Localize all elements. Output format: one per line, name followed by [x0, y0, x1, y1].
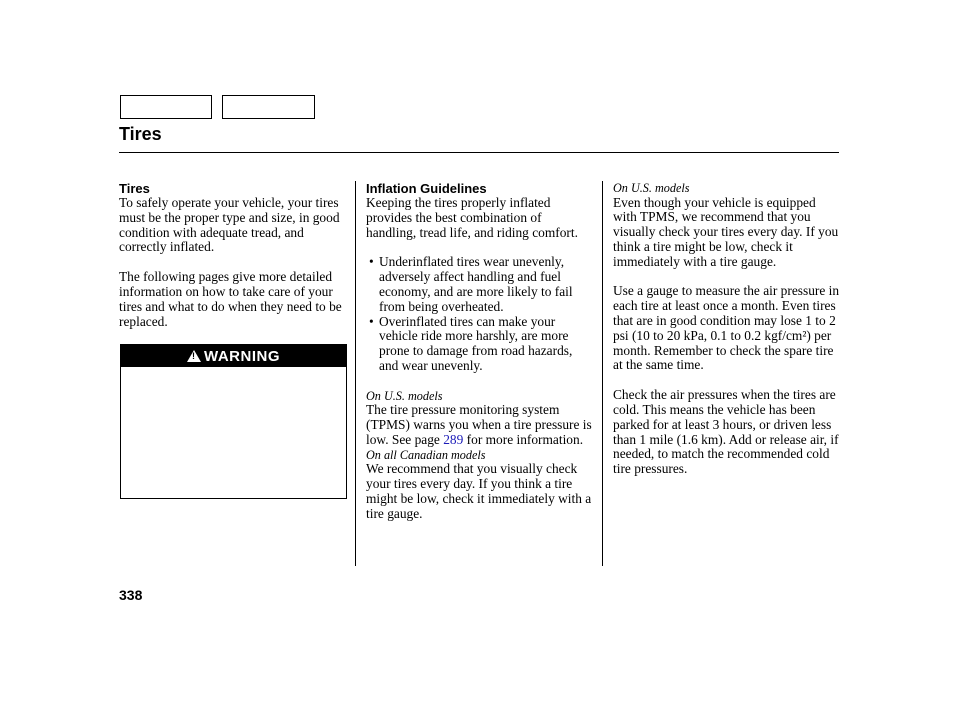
list-item: • Underinflated tires wear unevenly, adversely affect handling and fuel economy, and are more likely to fail from being overheated.	[366, 255, 594, 314]
canadian-models-note: On all Canadian models	[366, 447, 486, 462]
warning-triangle-icon	[187, 350, 201, 362]
us-models-note: On U.S. models	[366, 388, 443, 403]
tpms-paragraph	[366, 403, 594, 447]
column-divider-1	[355, 181, 356, 566]
column-3	[613, 181, 841, 477]
nav-tab-1[interactable]	[120, 95, 212, 119]
column-divider-2	[602, 181, 603, 566]
tpms-text-after: for more information.	[463, 431, 584, 447]
page-number: 338	[119, 587, 143, 603]
inflation-guidelines-heading: Inflation Guidelines	[366, 181, 487, 196]
inflation-intro-paragraph: Keeping the tires properly inflated provides the best combination of handling, tread life, and riding comfort.	[366, 195, 578, 240]
us-models-note-2: On U.S. models	[613, 181, 690, 195]
list-item: • Overinflated tires can make your vehicle ride more harshly, are more prone to damage from road hazards, and wear unevenly.	[366, 315, 594, 374]
nav-tab-2[interactable]	[222, 95, 315, 119]
inflation-bullet-list	[366, 255, 594, 373]
warning-header	[121, 345, 346, 367]
canadian-check-paragraph: We recommend that you visually check your tires every day. If you think a tire might be low, check it immediately with a tire gauge.	[366, 461, 592, 521]
gauge-paragraph: Use a gauge to measure the air pressure in each tire at least once a month. Even tires that are in good condition may lose 1 to 2 psi (10 to 20 kPa, 0.1 to 0.2 kgf/cm²) per month. Remember to check the spare tire at the same time.	[613, 283, 840, 373]
tpms-text-before: The tire pressure monitoring system (TPMS) warns you when a tire pressure is low. See page	[366, 402, 592, 447]
page-289-link[interactable]: 289	[443, 431, 464, 447]
title-divider	[119, 152, 839, 153]
tires-intro-paragraph: To safely operate your vehicle, your tires must be the proper type and size, in good condition with adequate tread, and correctly inflated.	[119, 195, 340, 255]
tires-care-paragraph: The following pages give more detailed information on how to take care of your tires and what to do when they need to be replaced.	[119, 269, 342, 329]
tpms-visual-check-paragraph: Even though your vehicle is equipped with TPMS, we recommend that you visually check your tires every day. If you think a tire might be low, check it immediately with a tire gauge.	[613, 194, 839, 269]
warning-box	[120, 344, 347, 499]
tires-heading: Tires	[119, 181, 150, 196]
warning-label: WARNING	[204, 347, 280, 365]
column-2	[366, 181, 594, 521]
cold-tire-paragraph: Check the air pressures when the tires are cold. This means the vehicle has been parked for at least 3 hours, or driven less than 1 mile (1.6 km). Add or release air, if needed, to match the recommended cold tire pressures.	[613, 387, 839, 477]
page-title: Tires	[119, 124, 162, 144]
column-1	[119, 181, 347, 329]
